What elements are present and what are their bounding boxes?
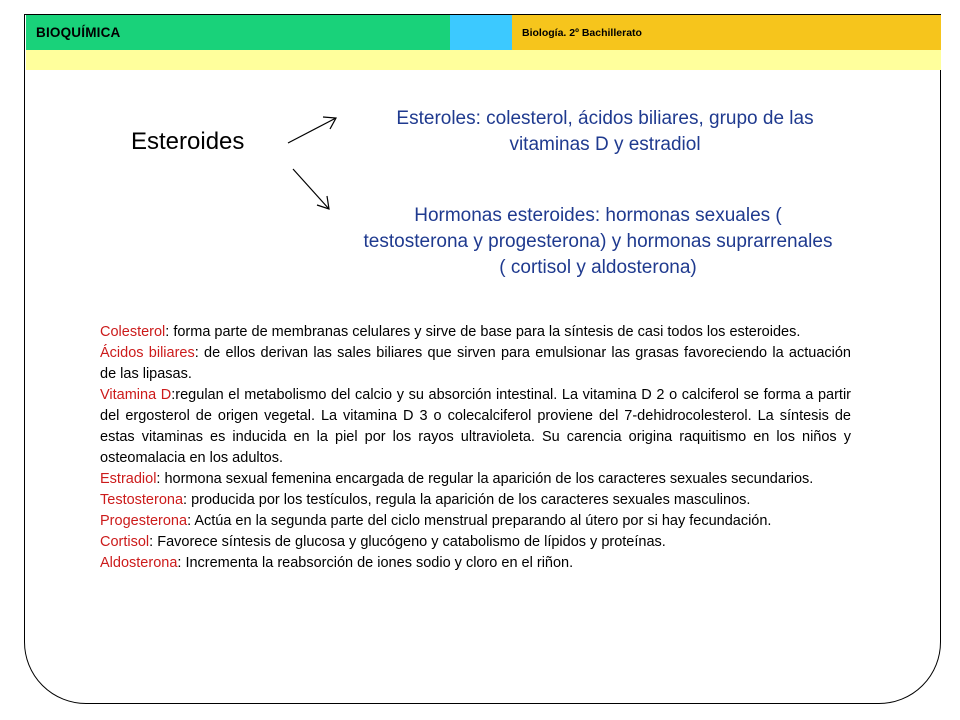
definition-term: Colesterol [100, 324, 166, 340]
definition-term: Estradiol [100, 471, 157, 487]
definition-item [100, 532, 851, 553]
definition-text: : forma parte de membranas celulares y sirve de base para la síntesis de casi todos los esteroides. [165, 324, 801, 340]
definition-text: : Favorece síntesis de glucosa y glucógeno y catabolismo de lípidos y proteínas. [149, 534, 666, 550]
definition-item [100, 511, 851, 532]
definition-term: Progesterona [100, 513, 188, 529]
definition-text: : hormona sexual femenina encargada de regular la aparición de los caracteres sexuales secundarios. [156, 471, 814, 487]
definition-term: Cortisol [100, 534, 150, 550]
header-right-title: Biología. 2º Bachillerato [522, 26, 642, 39]
definition-term: Aldosterona [100, 555, 178, 571]
definition-term: Testosterona [100, 492, 184, 508]
definition-item [100, 385, 851, 469]
definition-item [100, 343, 851, 385]
branch-hormonas: Hormonas esteroides: hormonas sexuales ( testosterona y progesterona) y hormonas suprarrenales ( cortisol y aldosterona) [363, 205, 833, 278]
definition-text: : de ellos derivan las sales biliares que sirven para emulsionar las grasas favoreciendo la actuación de las lipasas. [100, 345, 851, 382]
definition-text: : Incrementa la reabsorción de iones sodio y cloro en el riñon. [177, 555, 574, 571]
definition-text: : Actúa en la segunda parte del ciclo menstrual preparando al útero por si hay fecundación. [187, 513, 772, 529]
branch-esteroles: Esteroles: colesterol, ácidos biliares, grupo de las vitaminas D y estradiol [396, 108, 814, 155]
definition-text: : producida por los testículos, regula la aparición de los caracteres sexuales masculinos. [183, 492, 751, 508]
definition-item [100, 490, 851, 511]
arrow-to-hormonas [293, 169, 329, 209]
main-term: Esteroides [131, 128, 245, 155]
definition-term: Ácidos biliares [100, 345, 195, 361]
definition-term: Vitamina D [100, 387, 172, 403]
definition-text: :regulan el metabolismo del calcio y su absorción intestinal. La vitamina D 2 o calciferol se forma a partir del ergosterol de origen vegetal. La vitamina D 3 o colecalciferol proviene del 7-dehidrocolesterol. La síntesis de estas vitaminas es inducida en la piel por los rayos ultravioleta. Su carencia origina raquitismo en los niños y osteomalacia en los adultos. [100, 387, 851, 466]
header-left-title: BIOQUÍMICA [36, 25, 121, 40]
definitions-list [100, 322, 851, 574]
definition-item [100, 469, 851, 490]
definition-item [100, 553, 851, 574]
arrow-to-esteroles [288, 117, 336, 143]
definition-item [100, 322, 851, 343]
